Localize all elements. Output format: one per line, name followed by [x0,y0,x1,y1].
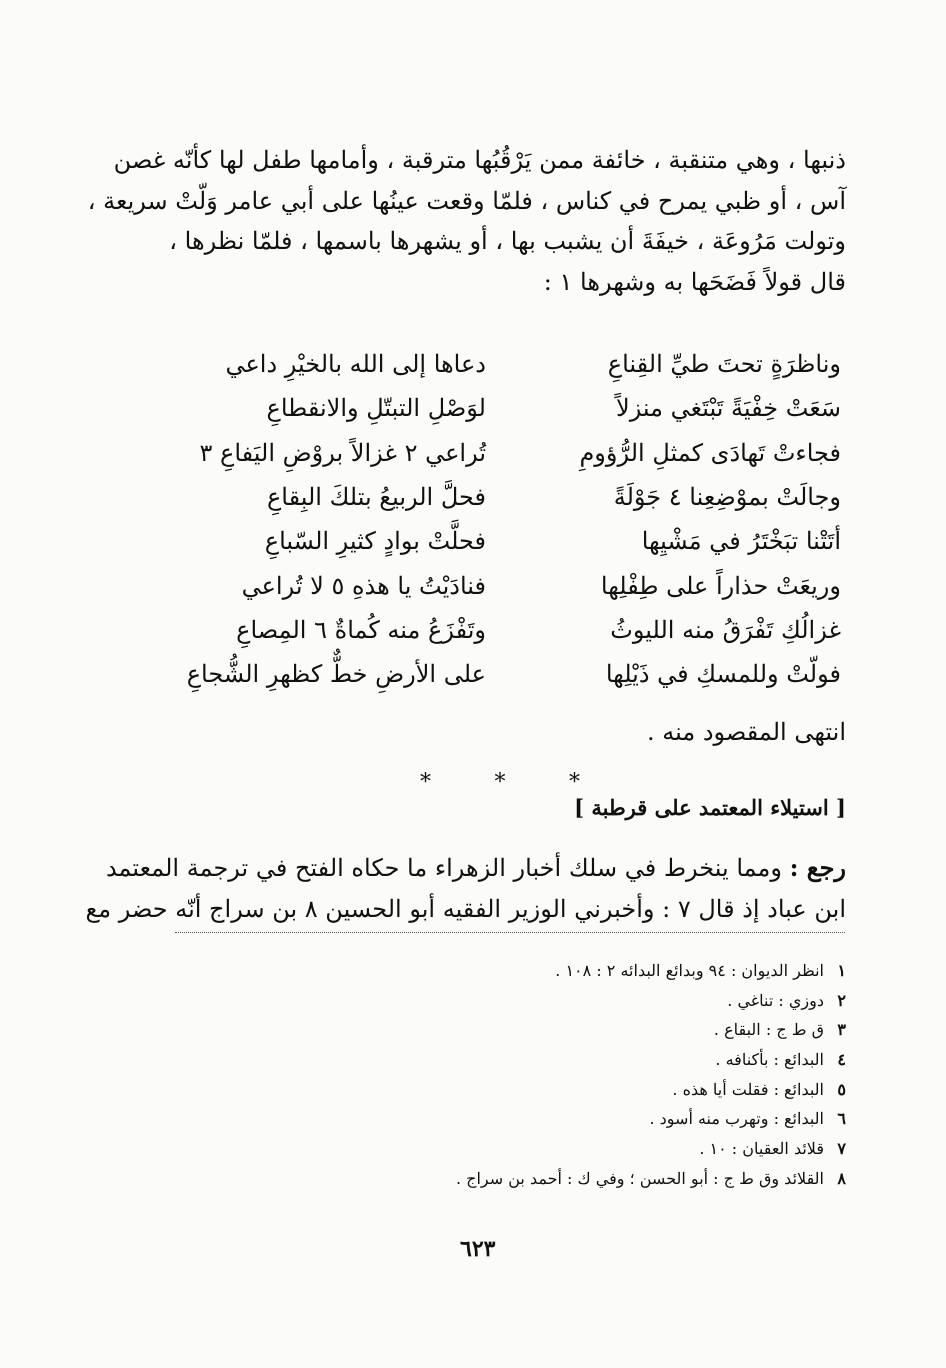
page-number: ٦٢٣ [460,1236,496,1262]
verse-first-hemistich: فجاءتْ تَهادَى كمثلِ الرُّؤومِ [579,438,841,467]
poem-verse [176,386,841,430]
footnote-number: ٣ [837,1020,846,1040]
paragraph-section [85,848,846,929]
footnote-number: ٧ [837,1139,846,1159]
footnote [456,1075,846,1105]
footnote-text: انظر الديوان : ٩٤ وبدائع البدائه ٢ : ١٠٨ . [555,961,824,980]
footnotes [456,956,846,1194]
paragraph-lead-word: رجع : [789,853,846,882]
verse-second-hemistich: دعاها إلى الله بالخيْرِ داعي [225,350,486,379]
verse-second-hemistich: فحلَّتْ بوادٍ كثيرِ السّباعِ [264,527,486,556]
footnote-number: ٦ [837,1109,846,1129]
footnote-number: ٥ [837,1079,846,1099]
footnote-number: ٤ [837,1050,846,1070]
section-separator [420,770,580,795]
verse-second-hemistich: وتَفْزَعُ منه كُماةٌ ٦ المِصاعِ [236,615,486,644]
text-line-rest: ومما ينخرط في سلك أخبار الزهراء ما حكاه الفتح في ترجمة المعتمد [105,854,790,882]
verse-first-hemistich: فولّتْ وللمسكِ في ذَيْلِها [605,660,841,689]
text-line: ذنبها ، وهي متنقبة ، خائفة ممن يَرْقُبُها مترقبة ، وأمامها طفل لها كأنّه غصن [113,146,846,174]
poem-verse [176,563,841,607]
separator-star: * [569,770,580,795]
footnote-text: البدائع : فقلت أيا هذه . [672,1079,824,1099]
poem-verse [176,342,841,386]
footnote-text: ق ط ج : البقاع . [713,1020,824,1040]
poem-verse [176,608,841,652]
paragraph-narrative [87,140,846,302]
poem-verse [176,431,841,475]
footnote [456,1104,846,1134]
verse-second-hemistich: تُراعي ٢ غزالاً بروْضِ اليَفاعِ ٣ [199,438,486,467]
footnote-text: دوزي : تناغي . [727,990,824,1010]
footnote-text: البدائع : وتهرب منه أسود . [649,1109,824,1129]
verse-first-hemistich: أتَتْنا تبَخْتَرُ في مَشْيِها [641,527,841,556]
text-line: وتولت مَرُوعَة ، خيفَةَ أن يشبب بها ، أو يشهرها باسمها ، فلمّا نظرها ، [169,227,846,255]
verse-first-hemistich: وناظرَةٍ تحتَ طيِّ القِناعِ [607,350,841,379]
quotation-ending: انتهى المقصود منه . [646,718,846,746]
poem [176,342,841,696]
text-line: قال قولاً فَضَحَها به وشهرها ١ : [543,267,846,296]
verse-second-hemistich: على الأرضِ خطٌّ كظهرِ الشُّجاعِ [186,660,486,689]
text-line: آس ، أو ظبي يمرح في كناس ، فلمّا وقعت عينُها على أبي عامر وَلّتْ سريعة ، [87,186,846,215]
poem-verse [176,519,841,563]
verse-first-hemistich: سَعَتْ خِفْيَةً تَبْتَغي منزلاً [616,394,841,423]
verse-second-hemistich: فحلَّ الربيعُ بتلكَ البِقاعِ [266,483,486,512]
footnote-divider [175,932,845,933]
footnote-number: ١ [837,961,846,980]
verse-first-hemistich: وجالَتْ بموْضِعِنا ٤ جَوْلَةً [613,483,841,512]
footnote [456,1134,846,1164]
text-line [105,848,846,889]
separator-star: * [494,770,506,795]
footnote [456,986,846,1016]
verse-first-hemistich: غزالُكِ تَفْرَقُ منه الليوثُ [610,615,841,644]
footnote [456,1164,846,1194]
footnote [456,1045,846,1075]
footnote-text: القلائد وق ط ج : أبو الحسن ؛ وفي ك : أحمد بن سراج . [455,1168,824,1188]
footnote-text: البدائع : بأكنافه . [715,1050,824,1070]
footnote-number: ٨ [837,1168,846,1188]
verse-second-hemistich: فنادَيْتُ يا هذهِ ٥ لا تُراعي [241,571,486,600]
separator-star: * [420,770,431,795]
verse-first-hemistich: وريعَتْ حذاراً على طِفْلِها [600,571,841,600]
footnote [456,1015,846,1045]
footnote-text: قلائد العقيان : ١٠ . [699,1139,824,1159]
footnote-number: ٢ [837,990,846,1010]
footnote [456,956,846,986]
section-heading: [ استيلاء المعتمد على قرطبة ] [574,795,846,820]
verse-second-hemistich: لوَصْلِ التبتّلِ والانقطاعِ [266,394,486,423]
poem-verse [176,652,841,696]
poem-verse [176,475,841,519]
text-line: ابن عباد إذ قال ٧ : وأخبرني الوزير الفقيه أبو الحسين ٨ بن سراج أنّه حضر مع [85,894,846,923]
